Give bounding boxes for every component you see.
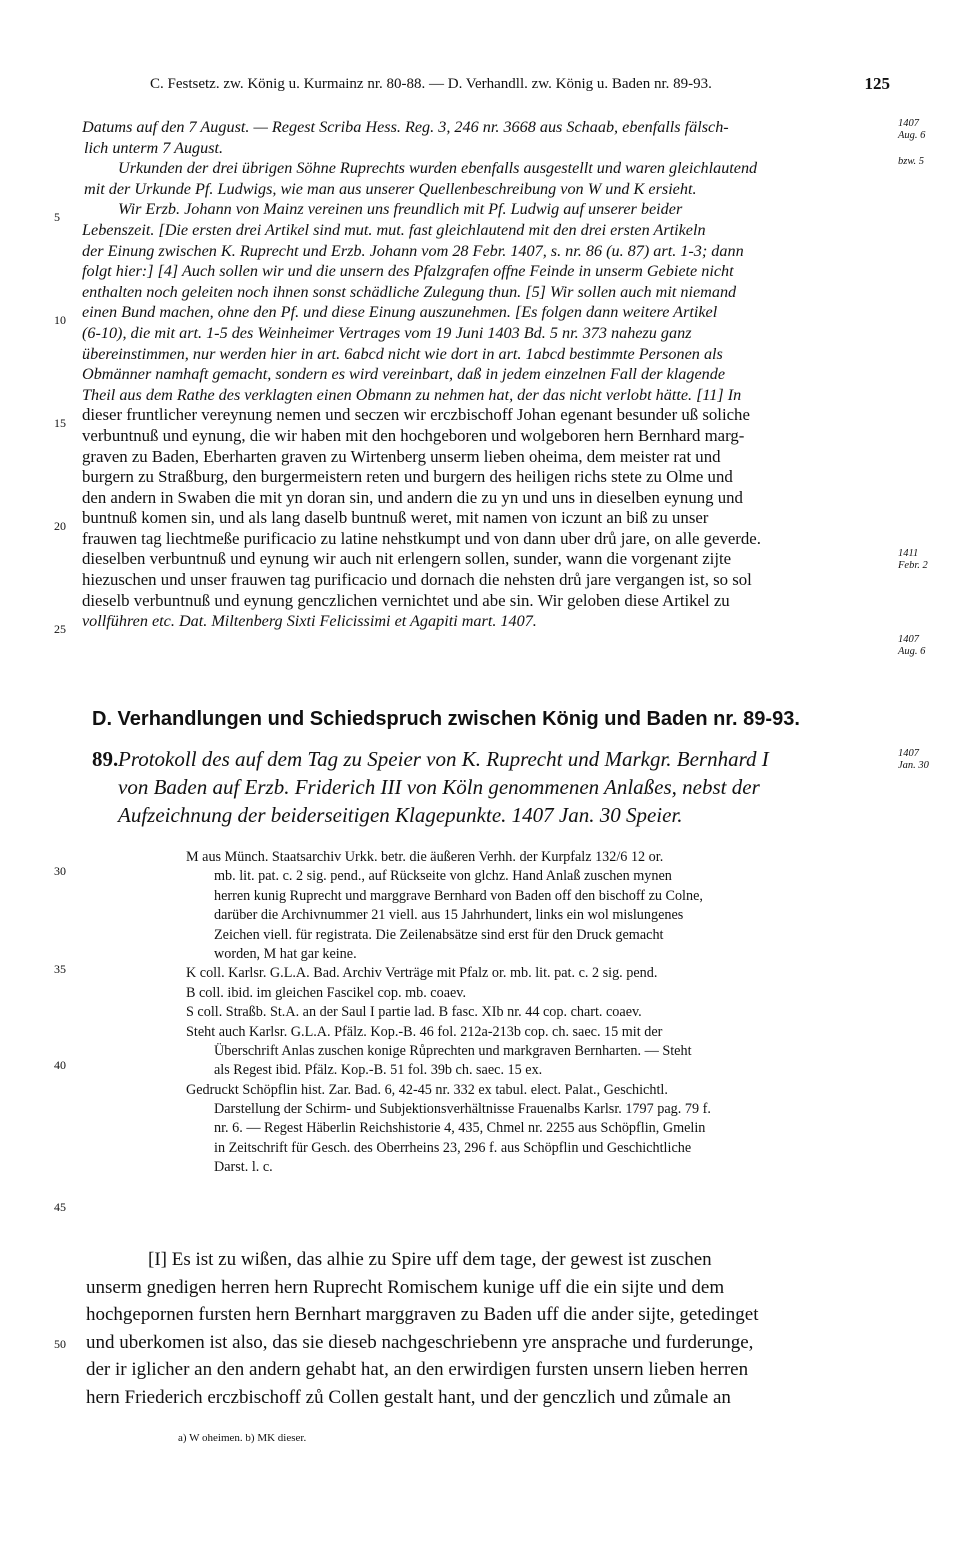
- margin-note-day: Jan. 30: [898, 760, 929, 771]
- text-line: übereinstimmen, nur werden hier in art. 6abcd nicht wie dort in art. 1abcd bestimmte Personen als: [82, 344, 723, 363]
- text-line: folgt hier:] [4] Auch sollen wir und die unsern des Pfalzgrafen offne Feinde in unserm Gebiete nicht: [82, 262, 734, 281]
- source-line: S coll. Straßb. St.A. an der Saul I partie lad. B fasc. XIb nr. 44 cop. chart. coaev.: [186, 1004, 642, 1021]
- line-number: 25: [54, 622, 66, 636]
- text-line: mit der Urkunde Pf. Ludwigs, wie man aus unserer Quellenbeschreibung von W und K ersieht.: [84, 179, 697, 198]
- text-line: buntnuß komen sin, und als lang daselb buntnuß weret, mit namen von iczunt an biß zu unser: [82, 508, 709, 528]
- text-line: [I] Es ist zu wißen, das alhie zu Spire uff dem tage, der gewest ist zuschen: [148, 1249, 712, 1270]
- text-line: der Einung zwischen K. Ruprecht und Erzb. Johann vom 28 Febr. 1407, s. nr. 86 (u. 87) art. 1-3; dann: [82, 241, 744, 260]
- margin-note-year: 1407: [898, 748, 919, 759]
- source-line: B coll. ibid. im gleichen Fascikel cop. mb. coaev.: [186, 984, 467, 1001]
- text-line: (6-10), die mit art. 1-5 des Weinheimer Vertrages vom 19 Juni 1403 Bd. 5 nr. 373 nahezu ganz: [82, 323, 692, 342]
- source-line: als Regest ibid. Pfälz. Kop.-B. 51 fol. 39b ch. saec. 15 ex.: [214, 1062, 543, 1079]
- margin-date-note: [898, 156, 924, 168]
- margin-date-note: [898, 548, 928, 572]
- source-line: Darst. l. c.: [214, 1159, 273, 1176]
- line-number: 20: [54, 519, 66, 533]
- footnotes: a) W oheimen. b) MK dieser.: [178, 1432, 307, 1444]
- text-line: der ir iglicher an den andern gehabt hat, an den erwirdigen fursten unsern lieben herren: [86, 1359, 749, 1380]
- line-number: 50: [54, 1337, 66, 1351]
- line-number: 45: [54, 1200, 66, 1214]
- text-line: graven zu Baden, Eberharten graven zu Wirtenberg unserm lieben oheima, dem meister rat und: [82, 446, 721, 466]
- text-line: dieser fruntlicher vereynung nemen und seczen wir erczbischoff Johan egenant besunder uß soliche: [82, 405, 750, 425]
- margin-note-day: Febr. 2: [898, 560, 928, 571]
- upper-text-block: [82, 117, 890, 632]
- text-line: unserm gnedigen herren hern Ruprecht Romischem kunige uff die ein sijte und dem: [86, 1276, 725, 1298]
- margin-date-note: [898, 748, 929, 772]
- title-line: Protokoll des auf dem Tag zu Speier von K. Ruprecht und Markgr. Bernhard I: [118, 747, 769, 771]
- text-line: hochgepornen fursten hern Bernhart marggraven zu Baden uff die ander sijte, getedinget: [86, 1304, 759, 1325]
- text-line: frauwen tag liechtmeße purificacio zu latine nehstkumpt und von dann uber drů jare, on alle geverde.: [82, 528, 761, 548]
- text-line: hern Friederich erczbischoff zů Collen gestalt hant, und der genczlich und zůmale an: [86, 1386, 731, 1408]
- margin-date-note: [898, 634, 925, 658]
- margin-note-day: Aug. 6: [898, 130, 926, 141]
- line-number: 35: [54, 962, 66, 976]
- text-line: lich unterm 7 August.: [84, 138, 224, 157]
- source-line: mb. lit. pat. c. 2 sig. pend., auf Rückseite von glchz. Hand Anlaß zuschen mynen: [214, 868, 672, 885]
- text-line: Obmänner namhaft gemacht, sondern es wird vereinbart, daß in jedem einzelnen Fall der klagende: [82, 365, 726, 384]
- margin-date-note: [898, 118, 925, 142]
- text-line: enthalten noch geleiten noch ihnen sonst schädliche Zulegung thun. [5] Wir sollen auch mit niemand: [82, 282, 737, 301]
- text-line: den andern in Swaben die mit yn doran sin, und andern die zu yn und uns in dieselben eynung und: [82, 487, 743, 507]
- text-line: Wir Erzb. Johann von Mainz vereinen uns freundlich mit Pf. Ludwig auf unserer beider: [118, 200, 683, 219]
- line-number: 40: [54, 1058, 66, 1072]
- text-line: dieselb verbuntnuß und eynung genczlichen vernichtet und abe sin. Wir geloben diese Artikel zu: [82, 590, 730, 610]
- source-line: M aus Münch. Staatsarchiv Urkk. betr. die äußeren Verhh. der Kurpfalz 132/6 12 or.: [186, 849, 664, 865]
- line-number: 30: [54, 864, 66, 878]
- line-number: 5: [54, 210, 60, 224]
- text-line: hiezuschen und unser frauwen tag purificacio und dornach die nehsten drů jare vergangen ist, so sol: [82, 570, 752, 590]
- text-line: verbuntnuß und eynung, die wir haben mit den hochgeboren und wolgeboren hern Bernhard marg-: [82, 425, 745, 445]
- document-title: [92, 745, 888, 829]
- text-line: dieselben verbuntnuß und eynung wir auch nit erlengern sollen, sunder, wann die vorgenant zijte: [82, 549, 732, 569]
- source-line: Überschrift Anlas zuschen konige Růprechten und markgraven Bernharten. — Steht: [214, 1042, 692, 1059]
- text-line: und uberkomen ist also, das sie dieseb nachgeschriebenn yre ansprache und furderunge,: [86, 1331, 754, 1353]
- text-line: Urkunden der drei übrigen Söhne Ruprechts wurden ebenfalls ausgestellt und waren gleichlautend: [118, 159, 758, 178]
- title-line: von Baden auf Erzb. Friderich III von Köln genommenen Anlaßes, nebst der: [118, 775, 760, 799]
- source-line: herren kunig Ruprecht und marggrave Bernhard von Baden off den bischoff zu Colne,: [214, 887, 703, 904]
- source-line: darüber die Archivnummer 21 viell. aus 15 Jahrhundert, links ein wol mislungenes: [214, 907, 684, 924]
- line-number: 15: [54, 416, 66, 430]
- page-number: 125: [864, 74, 890, 93]
- text-line: vollführen etc. Dat. Miltenberg Sixti Felicissimi et Agapiti mart. 1407.: [82, 612, 537, 631]
- section-heading: D. Verhandlungen und Schiedspruch zwischen König und Baden nr. 89-93.: [92, 708, 800, 730]
- source-line: nr. 6. — Regest Häberlin Reichshistorie 4, 435, Chmel nr. 2255 aus Schöpflin, Gmelin: [214, 1120, 706, 1137]
- main-text-block: [86, 1246, 892, 1411]
- source-line: in Zeitschrift für Gesch. des Oberrheins 23, 296 f. aus Schöpflin und Geschichtliche: [214, 1139, 692, 1156]
- line-number: 10: [54, 313, 66, 327]
- text-line: Datums auf den 7 August. — Regest Scriba Hess. Reg. 3, 246 nr. 3668 aus Schaab, ebenfalls fälsch-: [82, 118, 729, 136]
- source-description: [186, 848, 890, 1178]
- margin-note-year: 1407: [898, 634, 919, 645]
- source-line: K coll. Karlsr. G.L.A. Bad. Archiv Verträge mit Pfalz or. mb. lit. pat. c. 2 sig. pend.: [186, 965, 658, 982]
- text-line: Lebenszeit. [Die ersten drei Artikel sind mut. mut. fast gleichlautend mit den drei ersten Artikeln: [82, 220, 706, 239]
- text-line: Theil aus dem Rathe des verklagten einen Obmann zu nehmen hat, der das nicht verlobt hätte. [11] In: [82, 385, 742, 404]
- source-line: worden, M hat gar keine.: [214, 945, 357, 962]
- text-line: einen Bund machen, ohne den Pf. und diese Einung auszunehmen. [Es folgen dann weitere Artikel: [82, 303, 718, 322]
- running-head-text: C. Festsetz. zw. König u. Kurmainz nr. 80-88. — D. Verhandll. zw. König u. Baden nr. 89-93.: [150, 76, 712, 92]
- margin-note-day: bzw. 5: [898, 156, 925, 167]
- margin-note-year: 1407: [898, 118, 919, 129]
- source-line: Zeichen viell. für registrata. Die Zeilenabsätze sind erst für den Druck gemacht: [214, 926, 664, 943]
- source-line: Darstellung der Schirm- und Subjektionsverhältnisse Frauenalbs Karlsr. 1797 pag. 79 f.: [214, 1101, 711, 1118]
- margin-note-day: Aug. 6: [898, 646, 926, 657]
- source-line: Gedruckt Schöpflin hist. Zar. Bad. 6, 42-45 nr. 332 ex tabul. elect. Palat., Geschichtl.: [186, 1081, 668, 1098]
- source-line: Steht auch Karlsr. G.L.A. Pfälz. Kop.-B. 46 fol. 212a-213b cop. ch. saec. 15 mit der: [186, 1023, 663, 1040]
- running-header: [150, 76, 890, 93]
- text-line: burgern zu Straßburg, den burgermeistern reten und burgern des heiligen richs stete zu Olme und: [82, 467, 733, 487]
- margin-note-year: 1411: [898, 548, 919, 559]
- document-number: 89.: [92, 747, 119, 771]
- title-line: Aufzeichnung der beiderseitigen Klagepunkte. 1407 Jan. 30 Speier.: [118, 803, 683, 827]
